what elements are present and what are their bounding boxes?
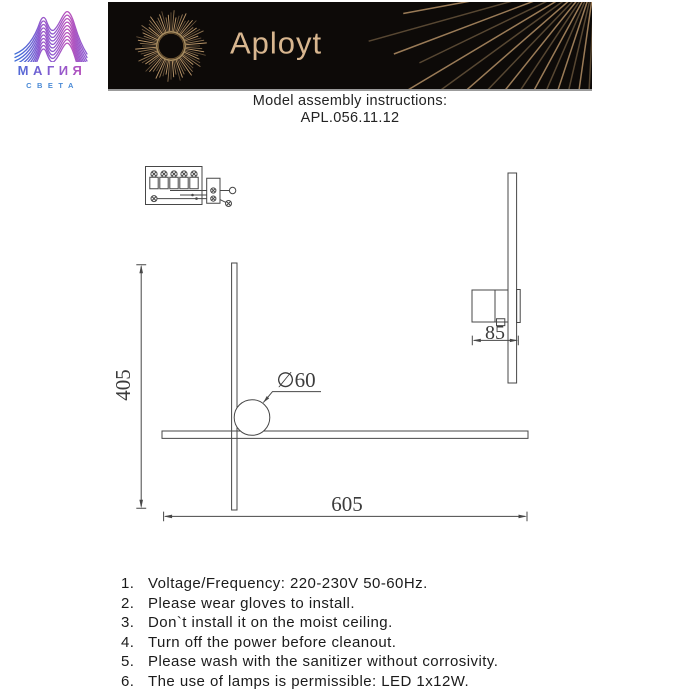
width-dimension <box>164 492 527 521</box>
instruction-list <box>121 574 591 692</box>
list-item: 2. Please wear gloves to install. <box>121 594 355 612</box>
list-item: 1. Voltage/Frequency: 220-230V 50-60Hz. <box>121 575 428 592</box>
list-item: 3. Don`t install it on the moist ceiling. <box>121 614 393 632</box>
page-title: Model assembly instructions: <box>252 93 448 109</box>
wave-logo-graphic <box>10 4 90 62</box>
width-dimension-label: 605 <box>331 492 363 516</box>
horizontal-rod <box>162 431 528 438</box>
corner-rays-decoration <box>369 2 592 89</box>
list-item: 4. Turn off the power before cleanout. <box>121 633 397 651</box>
depth-dimension-label: 85 <box>485 321 505 344</box>
title-block <box>0 93 700 127</box>
lamp-side-view <box>472 173 520 383</box>
logo-text-sveta: СВЕТА <box>26 81 79 90</box>
model-code: APL.056.11.12 <box>300 110 400 126</box>
wall-mount-box <box>472 290 508 322</box>
wiring-diagram <box>146 167 236 207</box>
banner-decoration <box>108 2 592 89</box>
height-dimension-label: 405 <box>111 369 135 401</box>
technical-drawing <box>0 140 700 570</box>
brand-banner <box>108 2 592 91</box>
depth-dimension <box>472 322 518 345</box>
vertical-rod <box>232 263 237 510</box>
lamp-front-view <box>111 263 528 521</box>
list-item: 5. Please wash with the sanitizer without corrosivity. <box>121 653 499 671</box>
side-rod <box>508 173 517 383</box>
magia-sveta-logo <box>6 4 94 90</box>
height-dimension <box>111 265 146 509</box>
sphere-shade <box>234 400 270 436</box>
diameter-leader <box>263 368 321 403</box>
mount-flange <box>517 290 521 323</box>
brand-name: Aployt <box>230 25 323 61</box>
logo-text-magia: МАГИЯ <box>6 63 94 78</box>
ring-terminal <box>229 187 235 193</box>
list-item: 6. The use of lamps is permissible: LED 1x12W. <box>121 672 470 690</box>
diameter-dimension-label: ∅60 <box>276 368 316 392</box>
